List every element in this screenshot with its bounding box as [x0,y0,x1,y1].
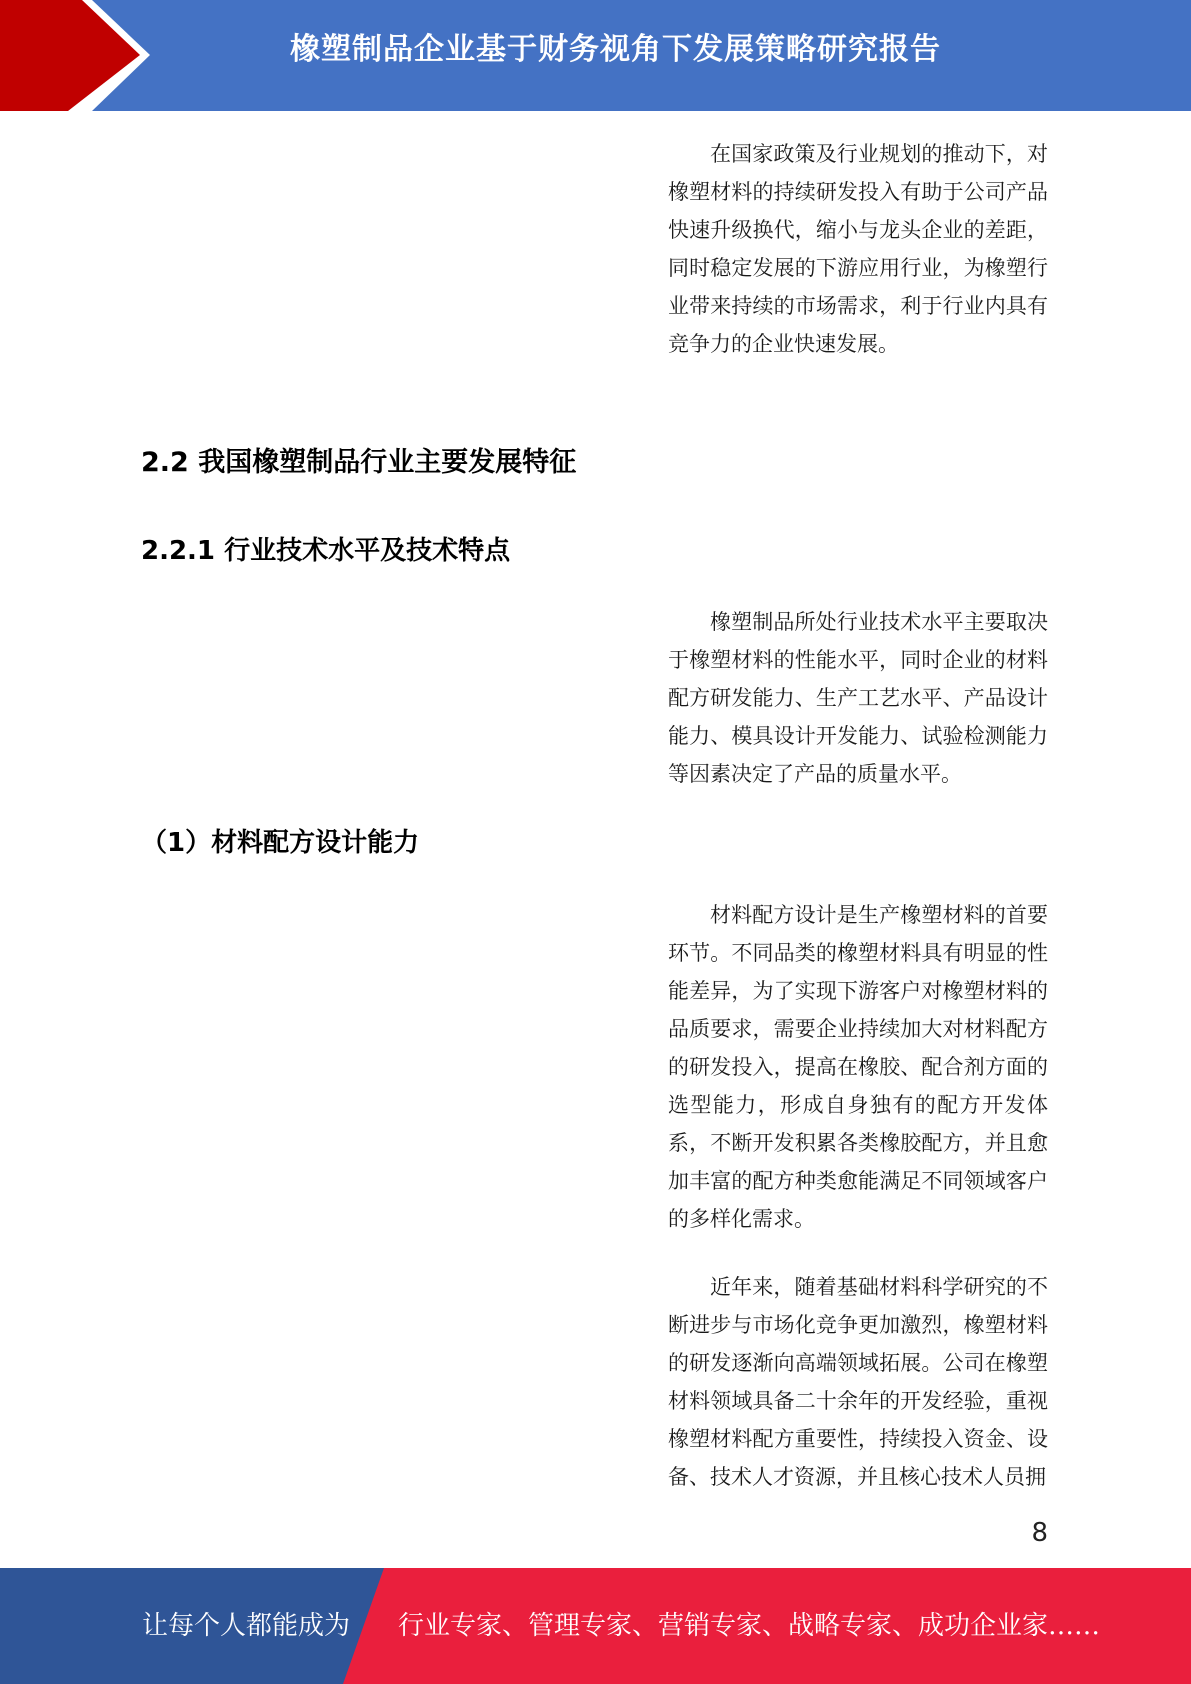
section-heading-2-2-1: 2.2.1 行业技术水平及技术特点 [141,536,511,566]
footer-slogan-left: 让每个人都能成为 [142,1611,351,1641]
page-footer [0,1568,1191,1684]
paragraph-tech-level: 橡塑制品所处行业技术水平主要取决于橡塑材料的性能水平，同时企业的材料配方研发能力、生产工艺水平、产品设计能力、模具设计开发能力、试验检测能力等因素决定了产品的质量水平。 [668,610,1048,786]
paragraph-recent-years: 近年来，随着基础材料科学研究的不断进步与市场化竞争更加激烈，橡塑材料的研发逐渐向高端领域拓展。公司在橡塑材料领域具备二十余年的开发经验，重视橡塑材料配方重要性，持续投入资金、设备、技术人才资源，并且核心技术人员拥 [668,1275,1048,1489]
subheading-material-formula: （1）材料配方设计能力 [141,828,420,858]
paragraph-policy: 在国家政策及行业规划的推动下，对橡塑材料的持续研发投入有助于公司产品快速升级换代，缩小与龙头企业的差距，同时稳定发展的下游应用行业，为橡塑行业带来持续的市场需求，利于行业内具有竞争力的企业快速发展。 [668,142,1048,356]
section-heading-2-2: 2.2 我国橡塑制品行业主要发展特征 [141,447,577,478]
page-number: 8 [1031,1518,1048,1548]
page-header [0,0,1191,111]
footer-slogan-right: 行业专家、管理专家、营销专家、战略专家、成功企业家…… [398,1611,1101,1641]
paragraph-formula-design: 材料配方设计是生产橡塑材料的首要环节。不同品类的橡塑材料具有明显的性能差异，为了实现下游客户对橡塑材料的品质要求，需要企业持续加大对材料配方的研发投入，提高在橡胶、配合剂方面的选型能力，形成自身独有的配方开发体系，不断开发积累各类橡胶配方，并且愈加丰富的配方种类愈能满足不同领域客户的多样化需求。 [668,903,1048,1231]
report-title: 橡塑制品企业基于财务视角下发展策略研究报告 [290,32,941,67]
